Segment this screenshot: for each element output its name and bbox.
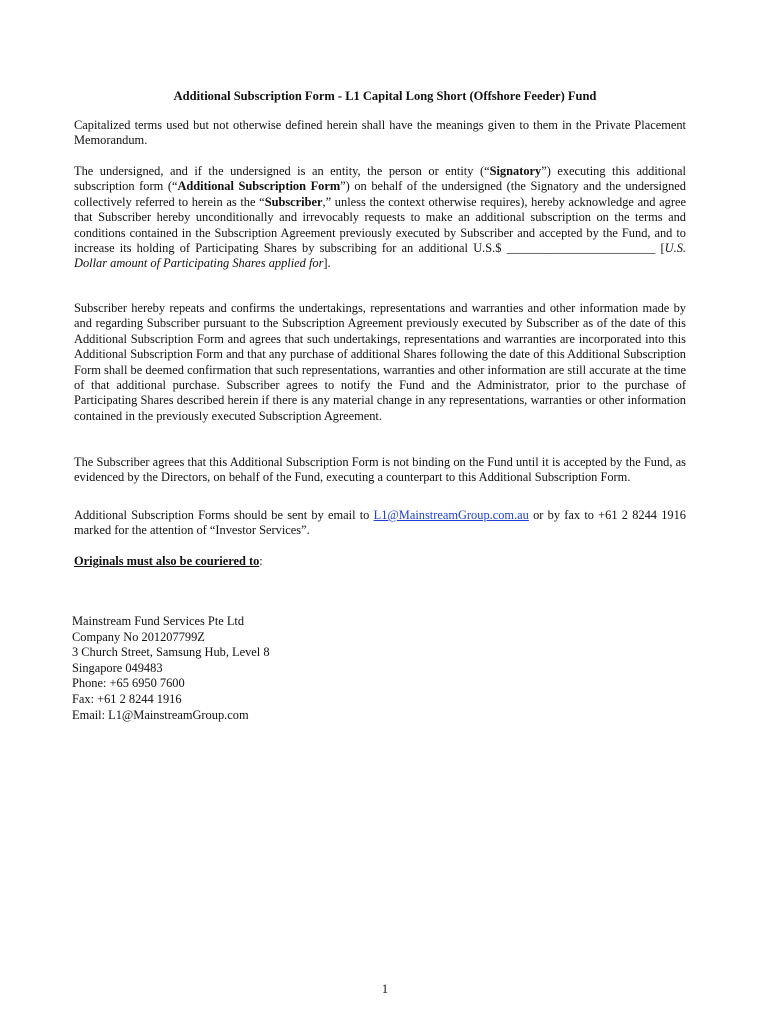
address-line: Phone: +65 6950 7600: [72, 676, 185, 691]
bracket-open: [: [655, 241, 665, 256]
page-number: 1: [381, 982, 389, 996]
address-line: 3 Church Street, Samsung Hub, Level 8: [72, 645, 270, 660]
courier-heading: Originals must also be couriered to: [74, 554, 260, 568]
acceptance-paragraph: The Subscriber agrees that this Additional Subscription Form is not binding on the Fund until it is accepted by the Fund, as evidenced by the Directors, on behalf of the Fund, executing a counterpart to this Additional Subscription Form.: [74, 455, 686, 485]
address-line: Company No 201207799Z: [72, 629, 205, 644]
request-text-3: ”) on behalf of the undersigned (the Signatory and the undersigned collectively referred to herein as the “: [74, 179, 686, 209]
subscriber-term: Subscriber: [264, 194, 323, 209]
address-line: Singapore 049483: [72, 660, 163, 675]
amount-blank-field[interactable]: ________________________: [506, 241, 656, 256]
confirmation-paragraph: Subscriber hereby repeats and confirms the undertakings, representations and warranties and other information made by and regarding Subscriber pursuant to the Subscription Agreement previously executed by Subscriber as of the date of this Additional Subscription Form and agrees that such undertakings, representations and warranties are incorporated into this Additional Subscription Form and that any purchase of additional Shares following the date of this Additional Subscription Form shall be deemed confirmation that such representations, warranties and other information are still accurate at the time of that additional purchase. Subscriber agrees to notify the Fund and the Administrator, prior to the purchase of Participating Shares described herein if there is any material change in any representations, warranties or other information contained in the previously executed Subscription Agreement.: [74, 301, 686, 423]
courier-heading-line: [74, 554, 686, 569]
intro-paragraph: Capitalized terms used but not otherwise defined herein shall have the meanings given to them in the Private Placement Memorandum.: [74, 118, 686, 148]
address-line: Mainstream Fund Services Pte Ltd: [72, 614, 245, 628]
amount-instruction: U.S. Dollar amount of Participating Shares applied for: [74, 241, 686, 271]
bracket-close: ].: [323, 256, 331, 271]
submission-text-2: or by fax to +61 2 8244 1916 marked for the attention of “Investor Services”.: [74, 508, 687, 538]
submission-paragraph: [74, 508, 686, 539]
request-text-4: ,” unless the context otherwise requires), hereby acknowledge and agree that Subscriber hereby unconditionally and irrevocably requests to make an additional subscription on the terms and conditions contained in the Subscription Agreement previously executed by Subscriber and accepted by the Fund, and to increase its holding of Participating Shares by subscribing for an additional U.S.$: [74, 194, 686, 256]
document-title: Additional Subscription Form - L1 Capital Long Short (Offshore Feeder) Fund: [173, 89, 597, 103]
request-paragraph: [74, 164, 686, 272]
courier-heading-colon: :: [259, 554, 263, 568]
form-term: Additional Subscription Form: [177, 179, 341, 194]
signatory-term: Signatory: [489, 164, 542, 178]
address-line: Fax: +61 2 8244 1916: [72, 691, 182, 706]
submission-text-1: Additional Subscription Forms should be sent by email to: [74, 508, 374, 522]
email-link[interactable]: L1@MainstreamGroup.com.au: [373, 508, 529, 522]
courier-address: [72, 614, 472, 723]
address-line: Email: L1@MainstreamGroup.com: [72, 707, 249, 722]
request-text-1: The undersigned, and if the undersigned is an entity, the person or entity (“: [74, 164, 490, 178]
request-text-2: ”) executing this additional subscription form (“: [74, 164, 687, 194]
